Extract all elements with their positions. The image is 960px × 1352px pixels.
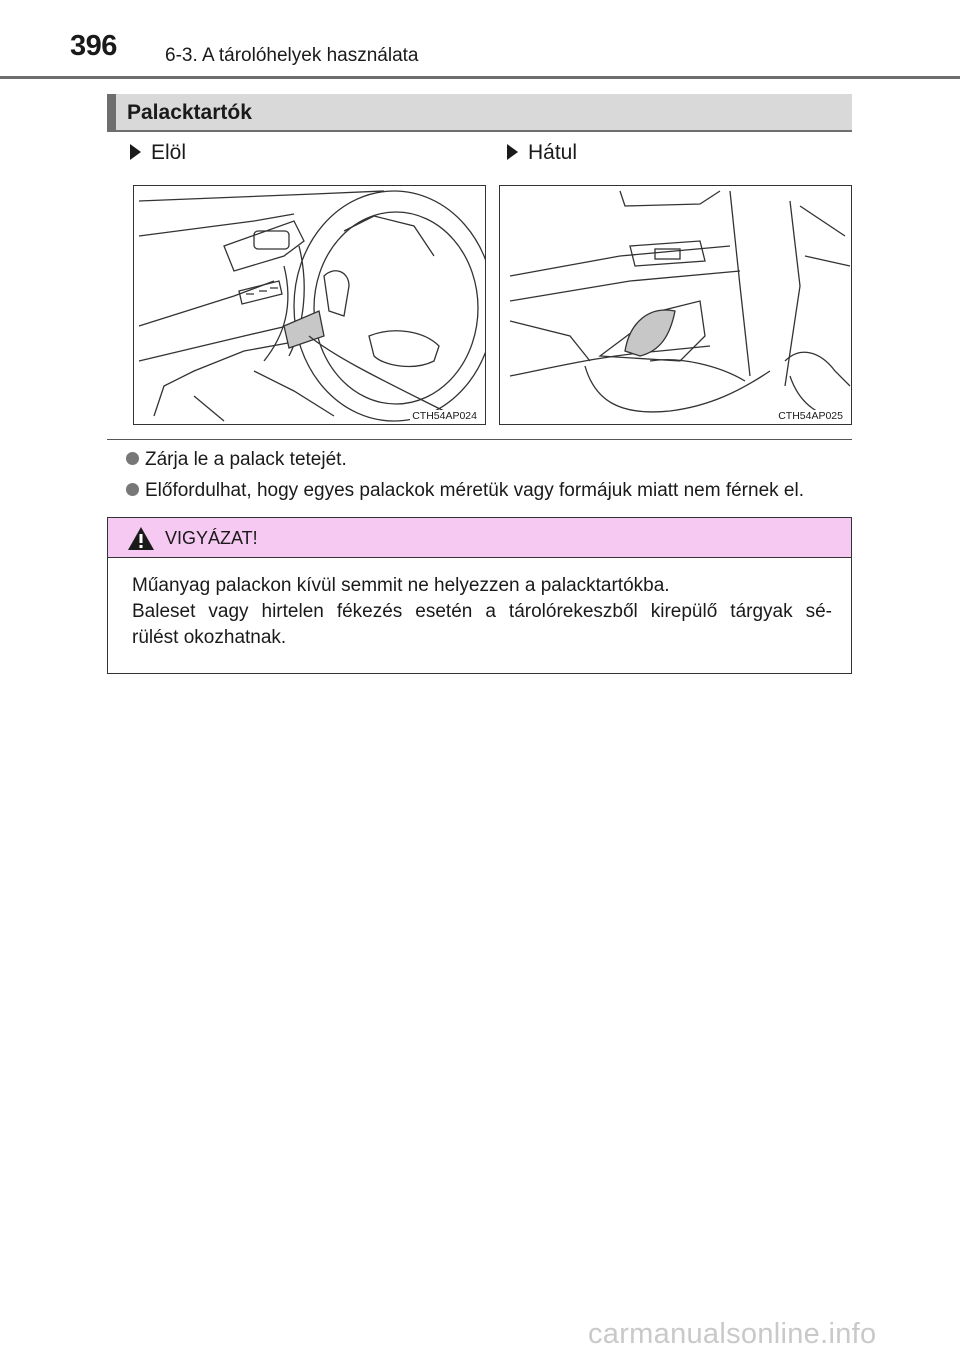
front-door-illustration [134, 186, 486, 425]
warning-text-line: Műanyag palackon kívül semmit ne helyezzen a palacktartókba. [132, 575, 670, 596]
warning-triangle-icon [127, 526, 155, 551]
warning-header [108, 518, 851, 558]
page-number: 396 [70, 30, 117, 62]
bullet-dot-icon [126, 452, 139, 465]
bullet-item: Előfordulhat, hogy egyes palackok méretük vagy formájuk miatt nem férnek el. [126, 480, 804, 502]
running-head: 6-3. A tárolóhelyek használata [165, 45, 419, 66]
figure-label-front: Elöl [130, 141, 186, 165]
triangle-bullet-icon [507, 144, 518, 160]
rear-door-illustration [500, 186, 852, 425]
warning-text-line: rülést okozhatnak. [132, 627, 287, 648]
warning-box [107, 517, 852, 674]
triangle-bullet-icon [130, 144, 141, 160]
divider-rule [107, 439, 852, 440]
section-underline [107, 130, 852, 132]
section-title: Palacktartók [127, 101, 252, 124]
figure-rear-bottle-holder [499, 185, 852, 425]
bullet-dot-icon [126, 483, 139, 496]
figure-code: CTH54AP024 [412, 410, 477, 422]
figure-front-bottle-holder [133, 185, 486, 425]
warning-title: VIGYÁZAT! [165, 528, 258, 548]
bullet-item: Zárja le a palack tetejét. [126, 449, 347, 471]
warning-body [132, 573, 832, 651]
header-rule [0, 76, 960, 79]
watermark: carmanualsonline.info [588, 1318, 877, 1350]
figure-code: CTH54AP025 [778, 410, 843, 422]
figure-label-rear: Hátul [507, 141, 577, 165]
section-title-bar [107, 94, 852, 131]
warning-text-line: Baleset vagy hirtelen fékezés esetén a tárolórekeszből kirepülő tárgyak sé- [132, 601, 832, 622]
